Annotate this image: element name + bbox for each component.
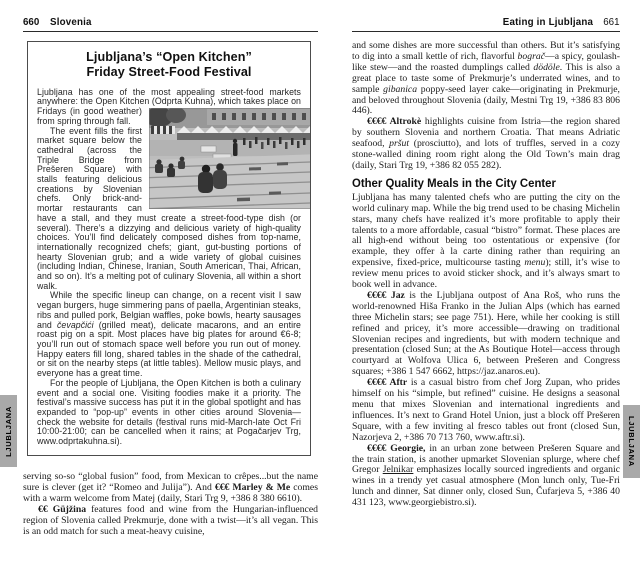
sidebar-title-line-1: Ljubljana’s “Open Kitchen” <box>86 50 252 64</box>
sidebar-paragraph-3: While the specific lineup can change, on a recent visit I saw vegan burgers, huge simmering pans of paella, Argentinian steaks, ribs and pulled pork, Belgian waffles, poke bowls, hearty sausages and čevapčići (grilled meat), delicate macarons, and an entire roast pig on a spit. Most places have big plates for around €6-8; you’ll run out of stomach space well before you run out of money. Happy eaters fill long, shared tables in the shade of the cathedral, or sit on the nearby steps (at little tables). Mellow music plays, and everyone has a great time. <box>37 290 301 379</box>
sidebar-title <box>37 50 301 81</box>
body-paragraph-gujzina: €€ Güjžina features food and wine from the Hungarian-influenced region of Slovenia called Prekmurje, done with a twist—it’s all vegan. This is an odd match for such a meat-heavy cuisine, <box>23 503 319 537</box>
body-paragraph-gujzina-continued: and some dishes are more successful than others. But it’s satisfying to dig into a small kettle of rich, flavorful bograč—a spicy, goulash-like stew—and the roasted dumplings called dödöle. This is also a great place to taste some of Prekmurje’s underrated wines, and to sample gibanica poppy-seed layer cake—originating in Prekmurje, and beloved throughout Slovenia (daily, Mestni Trg 19, +386 83 806 446). <box>352 40 620 117</box>
section-heading-other-quality-meals: Other Quality Meals in the City Center <box>352 176 556 190</box>
body-paragraph-marley-and-me: serving so-so “global fusion” food, from Mexican to crêpes...but the name sure is clever (get it? “Romeo and Julija”). And €€€ Marley & Me comes with a warm welcome from Matej (daily, Stari Trg 9, +386 8 380 6610). <box>23 471 319 504</box>
sidebar-paragraph-4: For the people of Ljubljana, the Open Kitchen is both a culinary event and a social one. Visiting foodies make it a priority. The festival’s massive success has put it in the global spotlight and has expanded to “pop-up” events in other cities around Slovenia—check the website for details (festival runs mid-March-late Oct Fri 10:00-21:00; can be cancelled when it rains; at Pogačarjev Trg, www.odprtakuhna.si). <box>37 377 301 447</box>
right-page-body <box>352 41 620 509</box>
sidebar-title-line-2: Friday Street-Food Festival <box>86 65 252 80</box>
section-tab-ljubljana-right <box>623 405 640 478</box>
chapter-name: Slovenia <box>49 16 92 28</box>
section-tab-label: LJUBLJANA <box>4 405 13 457</box>
page-right <box>352 16 620 509</box>
section-tab-label: LJUBLJANA <box>627 416 636 467</box>
running-head-left <box>23 16 318 32</box>
page-number-right: 661 <box>603 16 620 28</box>
festival-photo <box>149 108 311 209</box>
left-page-body <box>23 472 318 537</box>
page-left <box>23 16 319 537</box>
running-head-right <box>352 16 620 32</box>
body-paragraph-georgie: €€€€ Georgie, in an urban zone between Prešeren Square and the train station, is another upmarket Slovenian splurge, where chef Gregor Jelnikar emphasizes locally sourced ingredients and organic wines in a trendy yet casual atmosphere (Mon lunch only, Tue-Fri lunch and dinner, Sat dinner only, closed Sun, Čufarjeva 5, +386 40 431 123, www.georgiebistro.si). <box>352 442 620 509</box>
page-number-left: 660 <box>23 16 40 28</box>
body-paragraph-aftr: €€€€ Aftr is a casual bistro from chef Jorg Zupan, who prides himself on his “simple, but refined” cuisine. He designs a seasonal menu that mixes Slovenian and international ingredients and influences. It’s next to Grand Hotel Union, just a block off Prešeren Square, with a few inviting al fresco tables out front (closed Sun, Nazorjeva 2, +386 70 713 760, www.aftr.si). <box>352 377 620 443</box>
section-tab-ljubljana-left <box>0 395 17 467</box>
body-paragraph-altroke: €€€€ Altrokè highlights cuisine from Istria—the region shared by southern Slovenia and northern Croatia. That means Adriatic seafood, pršut (prosciutto), and lots of truffles, served in a cozy stone-walled dining room right along the Old Town’s main drag (daily, Stari Trg 19, +386 82 055 282). <box>352 116 620 171</box>
sidebar-paragraph-1 <box>37 88 301 127</box>
body-paragraph-intro: Ljubljana has many talented chefs who are putting the city on the world culinary map. While the big trend used to be chasing Michelin stars, many chefs have realized it’s more profitable to apply their talents to a more affordable, casual “bistro” format. These places are all high-end without being too ostentatious or expensive (for example, they offer à la carte dining rather than requiring an expensive, fixed-price, multicourse tasting menu); still, it’s wise to review menu prices to avoid sticker shock, and it’s always smart to book well in advance. <box>352 191 621 291</box>
sidebar-body <box>37 88 301 447</box>
sidebar-paragraph-2: The event fills the first market square below the cathedral (across the Triple Bridge from Prešeren Square) with stalls featuring delicious creations by Slovenian chefs. Only brick-and-mortar restaurants can have a stall, and they must create a street-food-type dish (or several). There’s a dizzying and delicious variety of high-quality choices. You’ll find delicately composed dishes from top-name, internationally recognized chefs; giant, gut-busting portions of hearty Slovenian grub; and a wide variety of global cuisines (including Indian, Chinese, Iranian, South American, Thai, African, and so on). It’s a melting pot of culinary Slovenia, all within a short walk. <box>37 125 301 291</box>
sidebar-paragraph-1-end: place on Fridays (in good weather) from spring through fall. <box>37 96 301 126</box>
section-name: Eating in Ljubljana <box>503 16 594 28</box>
body-paragraph-jaz: €€€€ Jaz is the Ljubljana outpost of Ana Roš, who runs the world-renowned Hiša Franko in the Julian Alps (which has earned three Michelin stars; see page 751). Here, while her cooking is still refined and pricey, it’s more accessible—drawing on traditional Slovenian recipes and ingredients, but with modern technique and presentation (closed Sun; at the As Boutique Hotel—access through courtyard at Wolfova Ulica 6, between Prešeren and Congress squares; +386 1 547 6662, https://jaz.anaros.eu). <box>352 289 620 378</box>
sidebar-paragraph-1-start: Ljubljana has one of the most appealing street-food markets anywhere: the Open Kitchen (Odprta Kuhna), which takes <box>37 86 301 107</box>
sidebar-open-kitchen-box <box>27 41 311 456</box>
